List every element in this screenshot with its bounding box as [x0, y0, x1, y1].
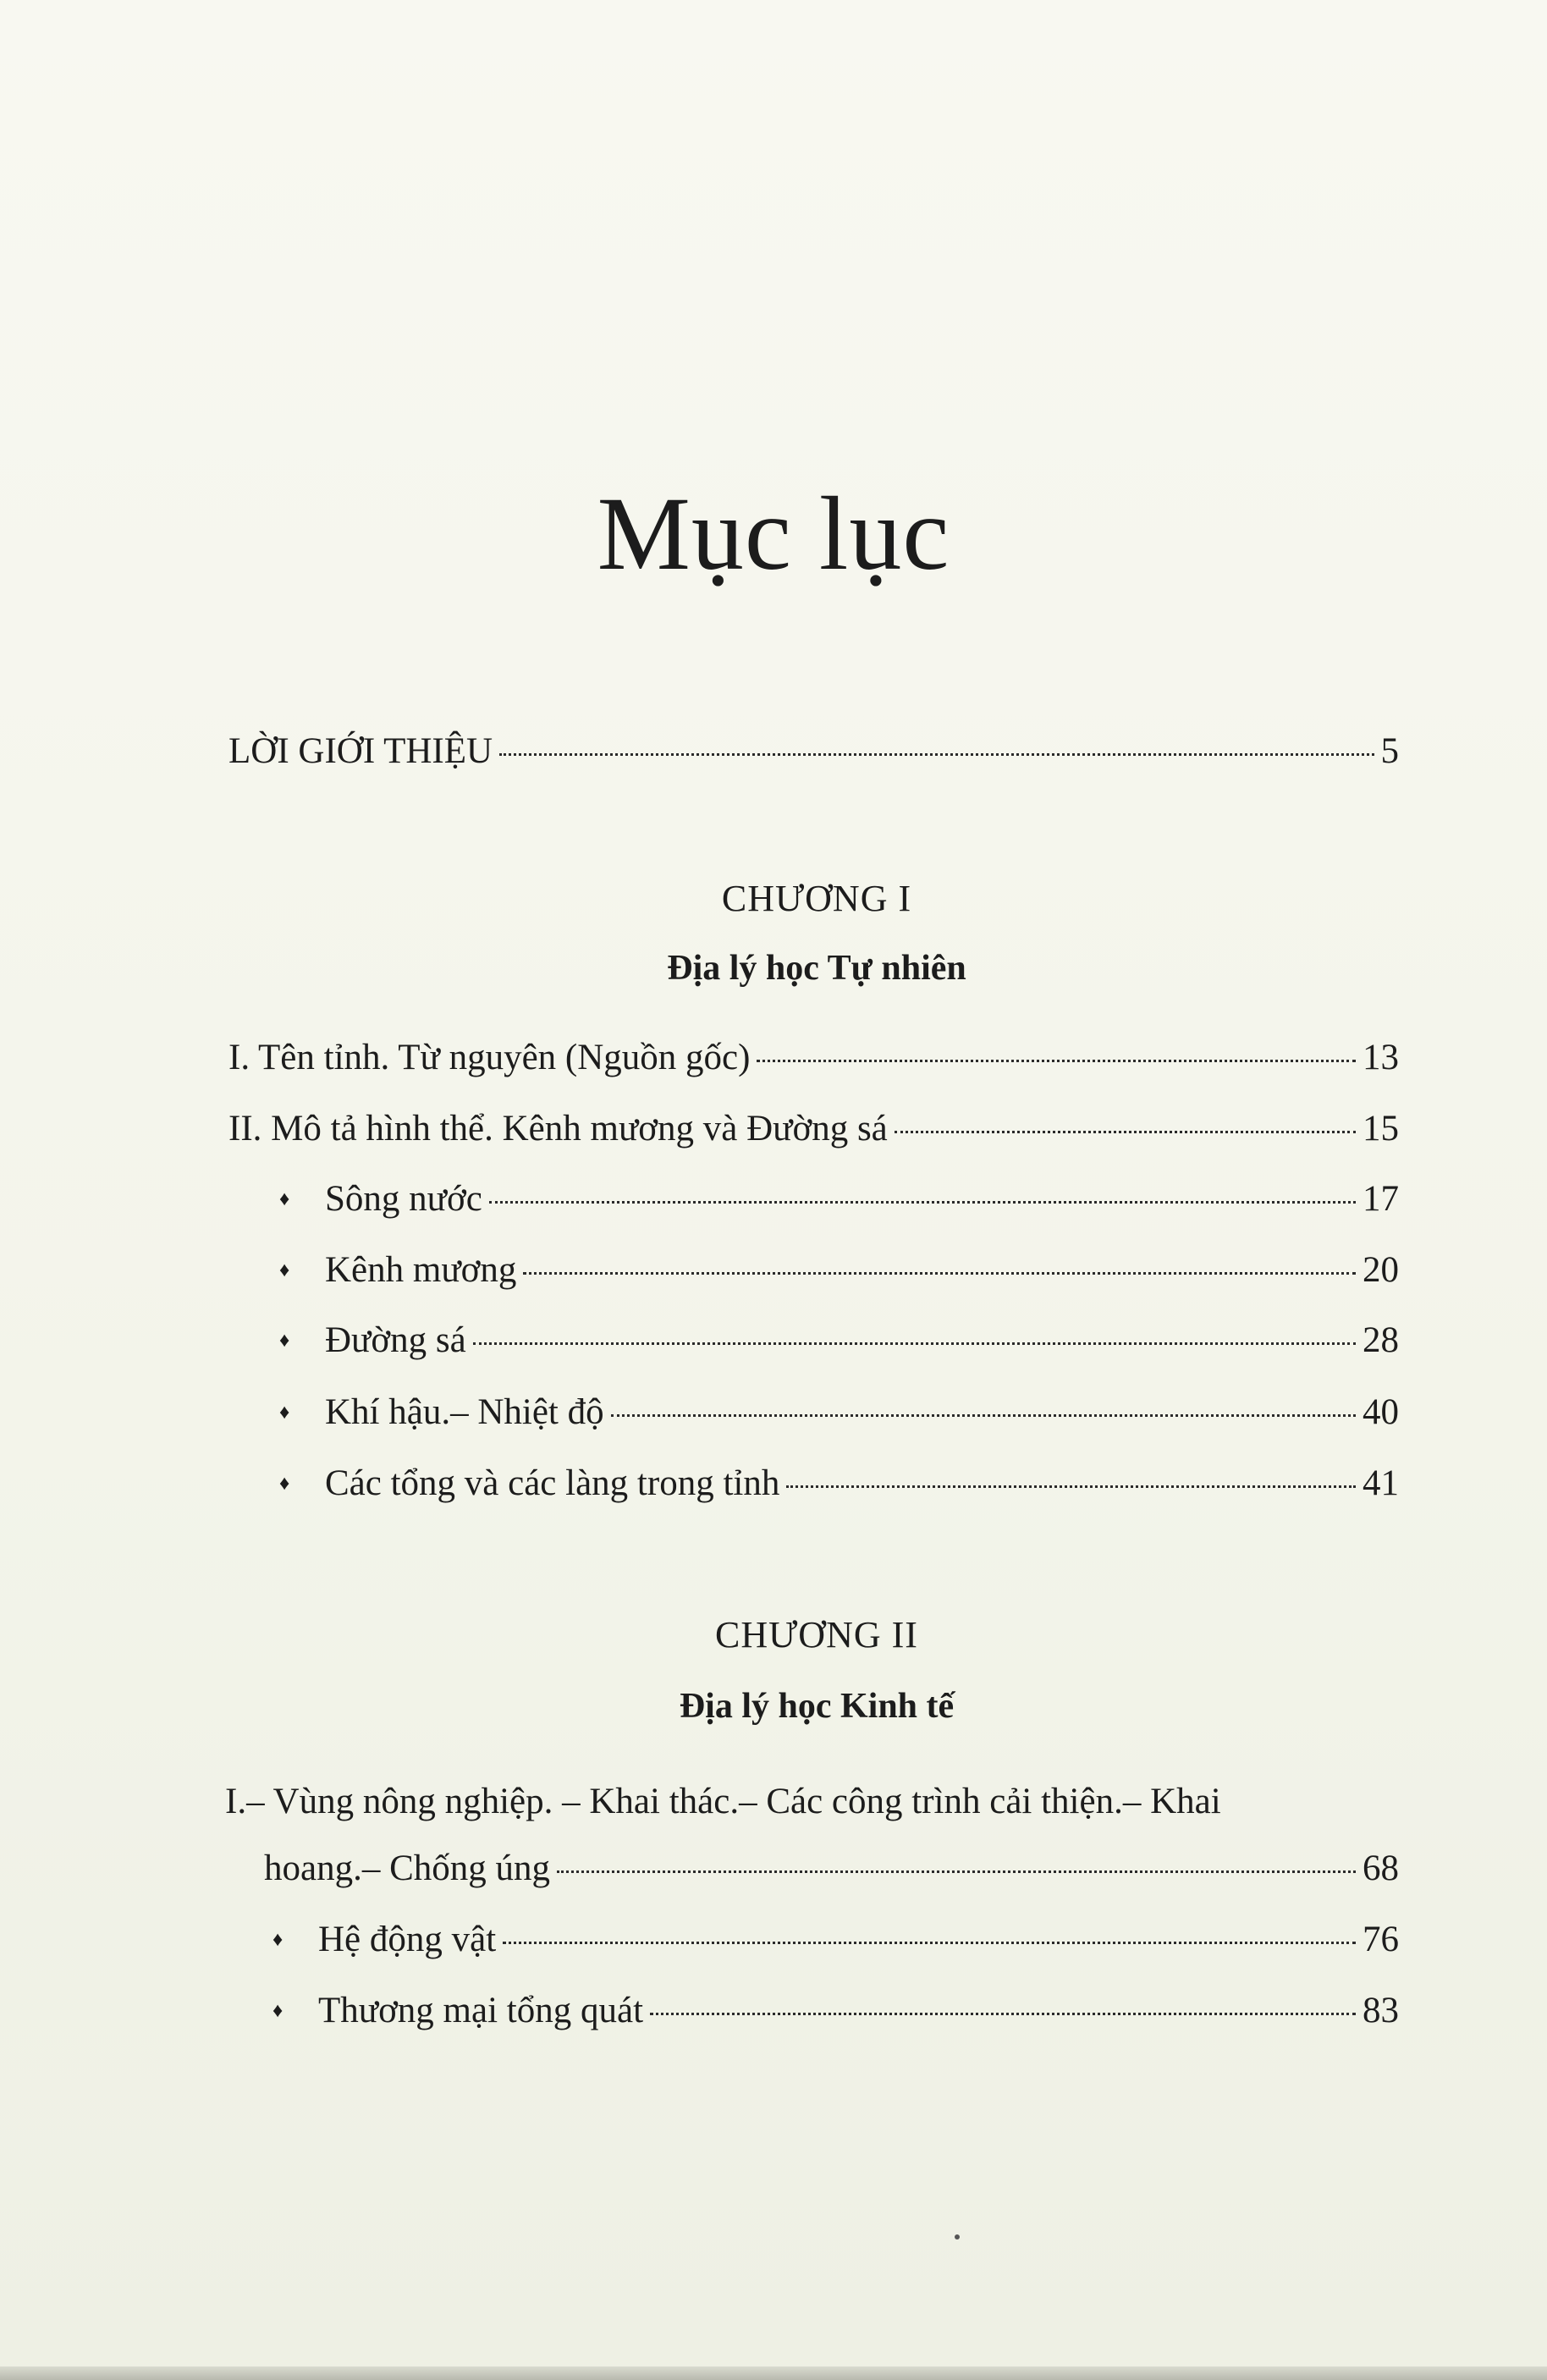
- toc-entry[interactable]: [273, 1992, 1399, 2029]
- dot-leader: [650, 2013, 1356, 2015]
- toc-entry-intro[interactable]: [228, 733, 1399, 769]
- chapter-2-label: CHƯƠNG II: [715, 1614, 918, 1656]
- toc-entry[interactable]: [264, 1850, 1399, 1887]
- toc-entry-page: 17: [1363, 1179, 1399, 1219]
- dot-leader: [557, 1870, 1356, 1873]
- toc-entry-page: 68: [1363, 1848, 1399, 1888]
- dot-leader: [473, 1342, 1356, 1345]
- toc-entry-label: Sông nước: [325, 1179, 482, 1219]
- toc-entry-page: 40: [1363, 1392, 1399, 1432]
- toc-entry[interactable]: [228, 1039, 1399, 1076]
- toc-entry-page: 83: [1363, 1991, 1399, 2030]
- toc-entry-label-line1[interactable]: I.– Vùng nông nghiệp. – Khai thác.– Các công trình cải thiện.– Khai: [225, 1782, 1221, 1821]
- bullet-icon: ♦: [273, 1929, 284, 1951]
- bullet-icon: ♦: [273, 2000, 284, 2022]
- dot-leader: [757, 1060, 1356, 1062]
- chapter-2-subtitle: Địa lý học Kinh tế: [679, 1687, 955, 1726]
- page-edge: [0, 2366, 1547, 2380]
- bullet-icon: ♦: [279, 1259, 290, 1281]
- toc-entry[interactable]: [279, 1322, 1399, 1358]
- toc-entry[interactable]: [273, 1921, 1399, 1958]
- dot-leader: [895, 1131, 1356, 1133]
- toc-entry-label: Hệ động vật: [318, 1920, 497, 1959]
- toc-entry[interactable]: [279, 1465, 1399, 1501]
- chapter-1-label: CHƯƠNG I: [721, 878, 912, 919]
- toc-entry-label: Đường sá: [325, 1320, 466, 1360]
- toc-entry-page: 15: [1363, 1109, 1399, 1149]
- toc-entry-label: I. Tên tỉnh. Từ nguyên (Nguồn gốc): [228, 1038, 751, 1077]
- toc-entry-page: 20: [1363, 1250, 1399, 1290]
- page-mark: [955, 2234, 960, 2240]
- toc-entry[interactable]: [228, 1110, 1399, 1147]
- toc-entry-label: Khí hậu.– Nhiệt độ: [325, 1392, 604, 1432]
- dot-leader: [611, 1414, 1356, 1417]
- toc-entry-page: 13: [1363, 1038, 1399, 1077]
- toc-entry[interactable]: [279, 1394, 1399, 1430]
- bullet-icon: ♦: [279, 1473, 290, 1495]
- dot-leader: [489, 1201, 1356, 1204]
- toc-entry-label: LỜI GIỚI THIỆU: [228, 731, 493, 771]
- dot-leader: [523, 1272, 1356, 1275]
- dot-leader: [503, 1942, 1356, 1944]
- bullet-icon: ♦: [279, 1330, 290, 1352]
- toc-entry-label: Kênh mương: [325, 1250, 517, 1290]
- dot-leader: [786, 1485, 1356, 1488]
- toc-entry[interactable]: [279, 1181, 1399, 1217]
- toc-entry-page: 5: [1380, 731, 1399, 771]
- toc-entry-page: 41: [1363, 1463, 1399, 1503]
- dot-leader: [499, 753, 1374, 756]
- chapter-1-subtitle: Địa lý học Tự nhiên: [667, 949, 966, 988]
- page-title: Mục lục: [597, 476, 950, 592]
- toc-entry-label: Thương mại tổng quát: [318, 1991, 644, 2030]
- toc-entry-label: hoang.– Chống úng: [264, 1848, 551, 1888]
- bullet-icon: ♦: [279, 1402, 290, 1424]
- toc-entry-label: II. Mô tả hình thể. Kênh mương và Đường sá: [228, 1109, 888, 1149]
- toc-entry-page: 28: [1363, 1320, 1399, 1360]
- toc-entry[interactable]: [279, 1252, 1399, 1288]
- bullet-icon: ♦: [279, 1188, 290, 1210]
- toc-entry-page: 76: [1363, 1920, 1399, 1959]
- toc-entry-label: Các tổng và các làng trong tỉnh: [325, 1463, 780, 1503]
